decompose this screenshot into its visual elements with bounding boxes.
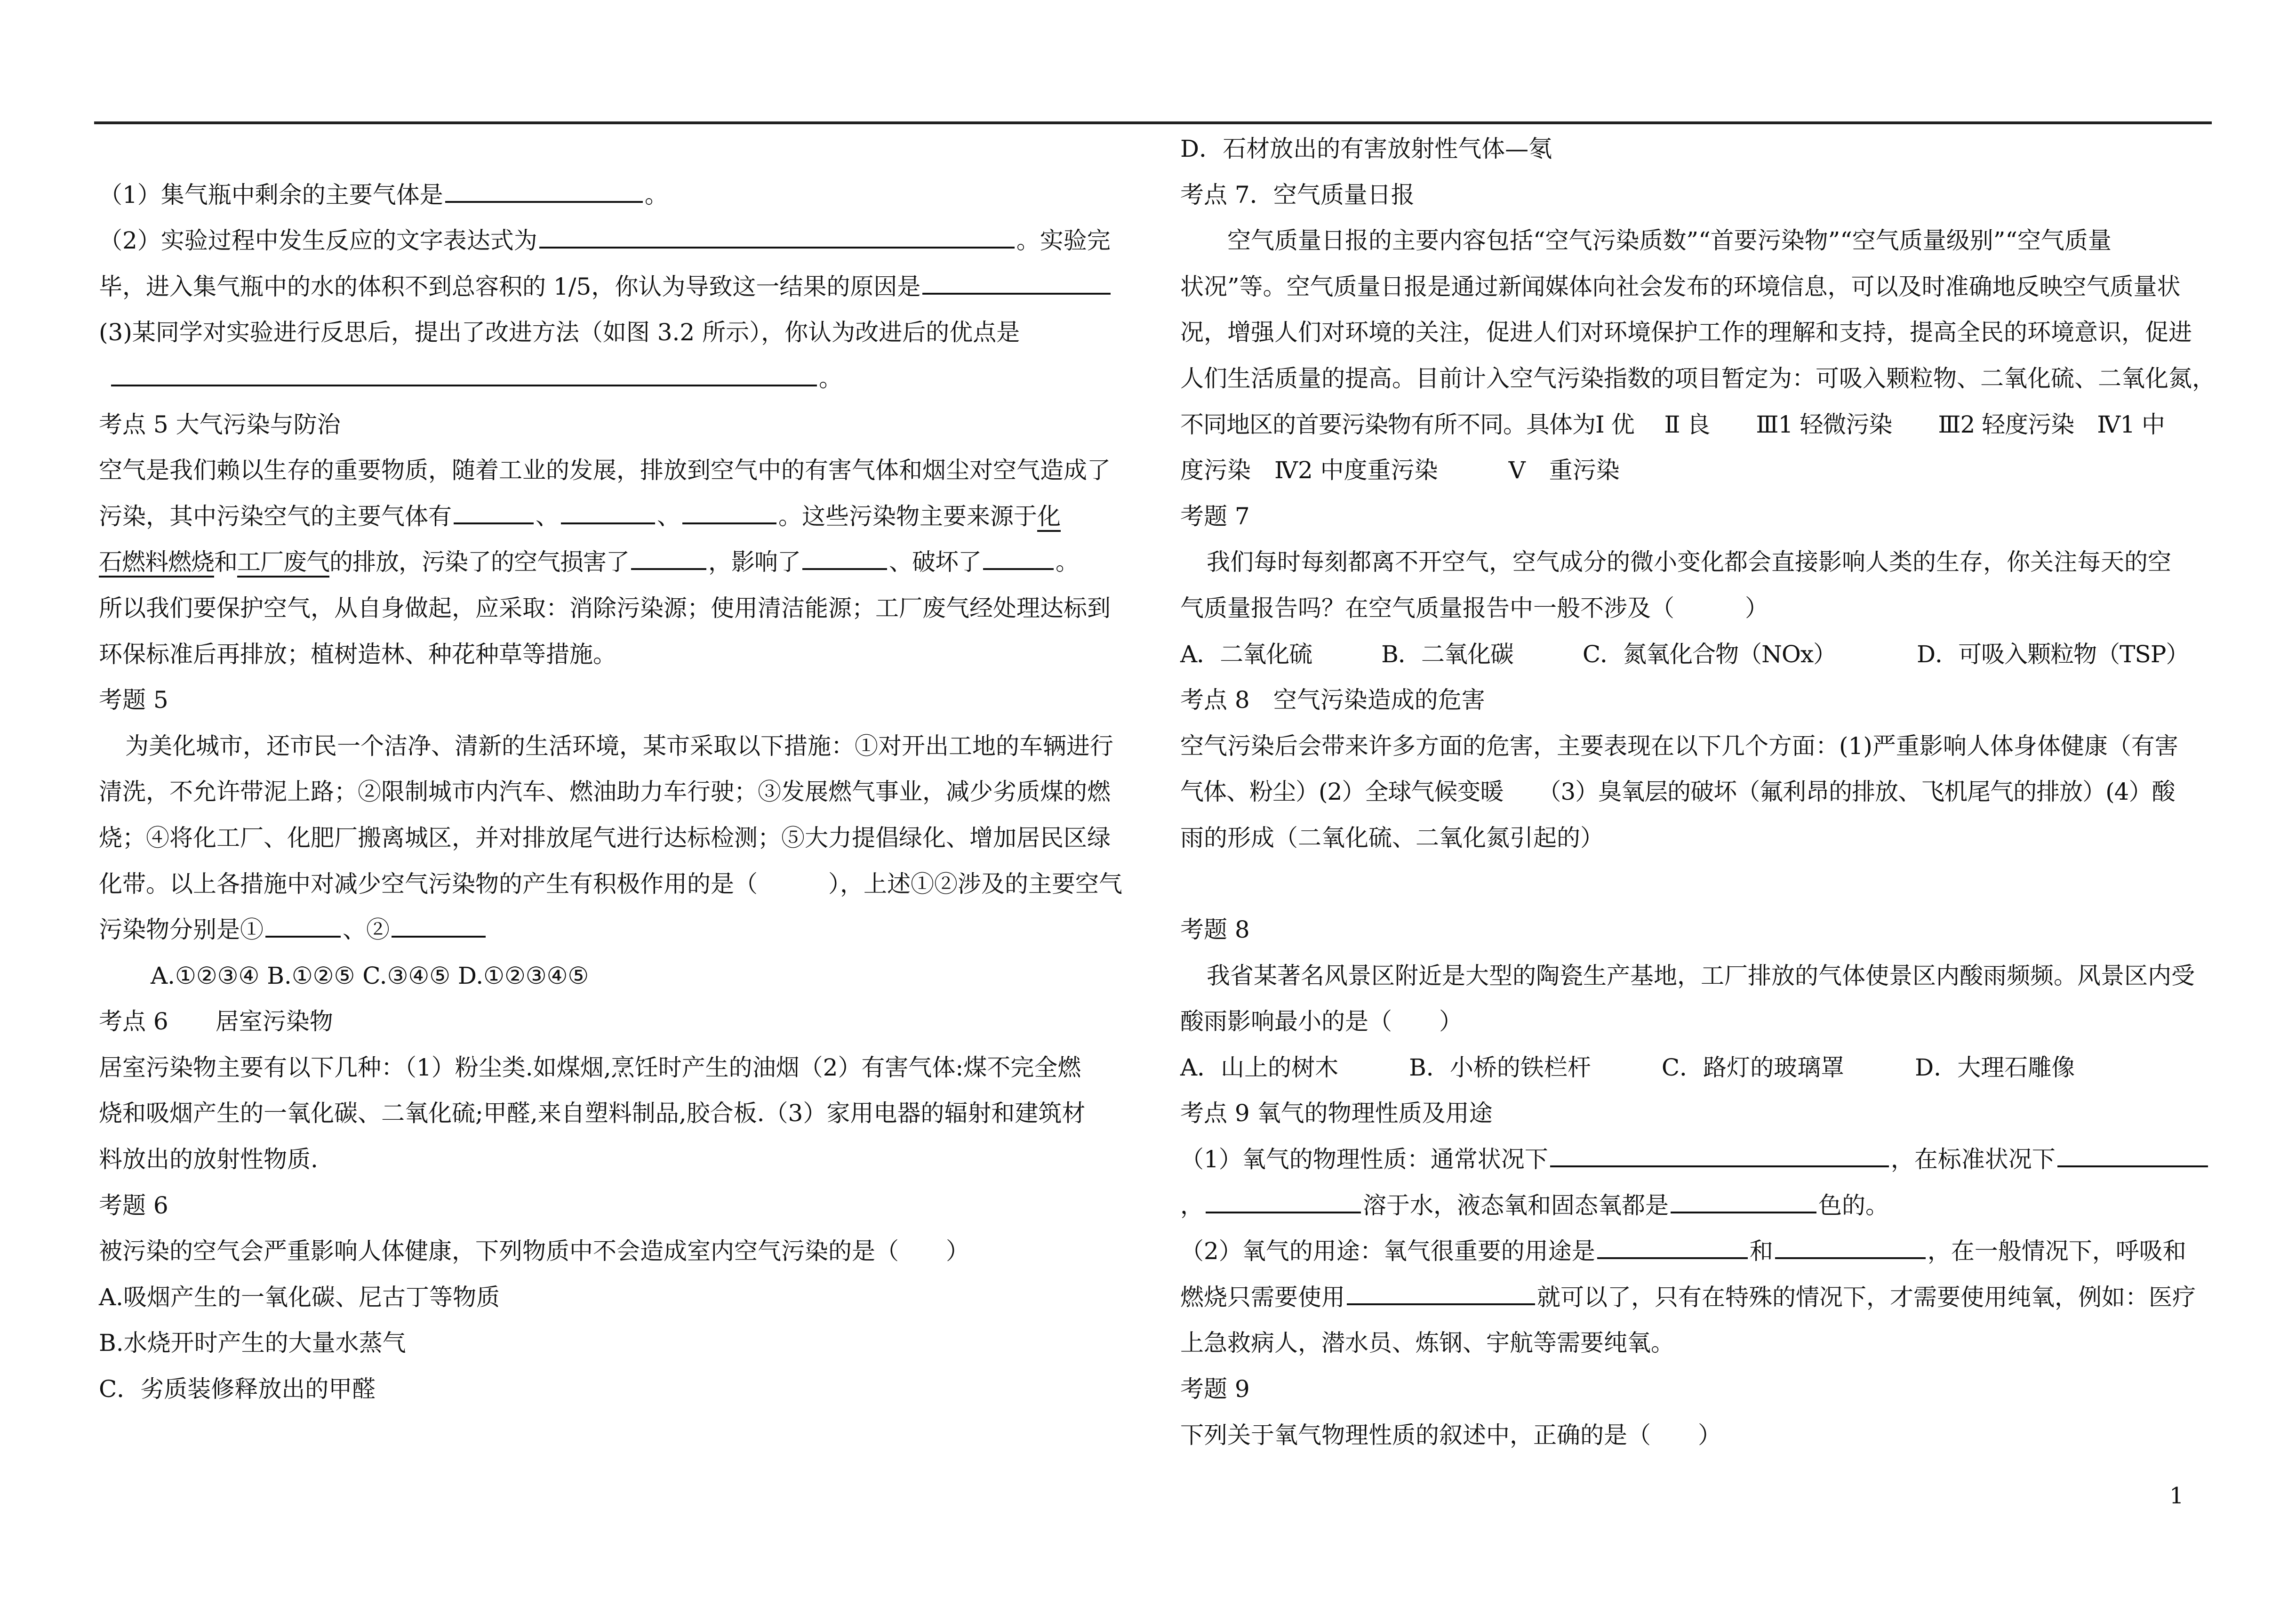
answer-option: C．劣质装修释放出的甲醛 bbox=[99, 1375, 376, 1403]
paragraph-line: 上急救病人，潜水员、炼钢、宇航等需要纯氧。 bbox=[1180, 1329, 1674, 1357]
paragraph-line: 不同地区的首要污染物有所不同。具体为Ⅰ 优 Ⅱ 良 Ⅲ1 轻微污染 Ⅲ2 轻度污染 Ⅳ1 中 bbox=[1180, 410, 2165, 438]
question-title-kt8: 考题 8 bbox=[1180, 916, 1250, 944]
paragraph-line: 下列关于氧气物理性质的叙述中，正确的是（ ） bbox=[1180, 1421, 1721, 1449]
paragraph-line: 人们生活质量的提高。目前计入空气污染指数的项目暂定为：可吸入颗粒物、二氧化硫、二氧化氮， bbox=[1180, 364, 2216, 392]
answer-option: D．石材放出的有害放射性气体—氡 bbox=[1180, 135, 1552, 162]
paragraph-line: 空气污染后会带来许多方面的危害，主要表现在以下几个方面：(1)严重影响人体身体健康（有害 bbox=[1180, 732, 2178, 760]
paragraph-line: 石燃料燃烧和工厂废气的排放，污染了的空气损害了 ，影响了 、破坏了 。 bbox=[99, 539, 1125, 586]
paragraph-line: 所以我们要保护空气，从自身做起，应采取：消除污染源；使用清洁能源；工厂废气经处理达标到 bbox=[99, 594, 1111, 622]
answer-blank[interactable] bbox=[1206, 1187, 1361, 1213]
answer-blank[interactable] bbox=[445, 177, 643, 203]
paragraph-line: 清洗，不允许带泥上路；②限制城市内汽车、燃油助力车行驶；③发展燃气事业，减少劣质煤的燃 bbox=[99, 778, 1111, 806]
paragraph-line: 污染，其中污染空气的主要气体有 、 、 。这些污染物主要来源于化 bbox=[99, 494, 1125, 540]
answer-option: B.水烧开时产生的大量水蒸气 bbox=[99, 1329, 406, 1357]
answer-blank[interactable] bbox=[922, 268, 1111, 295]
paragraph-line: 环保标准后再排放；植树造林、种花种草等措施。 bbox=[99, 640, 616, 668]
section-title-kd8: 考点 8 空气污染造成的危害 bbox=[1180, 686, 1485, 714]
paragraph-line: 烧；④将化工厂、化肥厂搬离城区，并对排放尾气进行达标检测；⑤大力提倡绿化、增加居民区绿 bbox=[99, 824, 1111, 851]
question-3-answer: 。 bbox=[99, 356, 1125, 402]
section-title-kd7: 考点 7．空气质量日报 bbox=[1180, 181, 1415, 209]
answer-options: A.①②③④ B.①②⑤ C.③④⑤ D.①②③④⑤ bbox=[151, 962, 589, 989]
left-column bbox=[99, 126, 1125, 1413]
question-2a: （2）实验过程中发生反应的文字表达式为 。实验完 bbox=[99, 218, 1125, 264]
page-number: 1 bbox=[2169, 1483, 2184, 1509]
paragraph-line: 居室污染物主要有以下几种：（1）粉尘类.如煤烟,烹饪时产生的油烟（2）有害气体:煤不完全燃 bbox=[99, 1053, 1081, 1081]
paragraph-line: 状况”等。空气质量日报是通过新闻媒体向社会发布的环境信息，可以及时准确地反映空气质量状 bbox=[1180, 273, 2181, 300]
answer-blank[interactable] bbox=[1671, 1187, 1816, 1213]
paragraph-line: 我省某著名风景区附近是大型的陶瓷生产基地，工厂排放的气体使景区内酸雨频频。风景区内受 bbox=[1207, 962, 2195, 989]
answer-blank[interactable] bbox=[1775, 1233, 1926, 1259]
answer-blank[interactable] bbox=[1347, 1279, 1535, 1305]
right-column bbox=[1180, 126, 2216, 1458]
paragraph-line: 化带。以上各措施中对减少空气污染物的产生有积极作用的是（ ），上述①②涉及的主要空气 bbox=[99, 870, 1122, 898]
spacer bbox=[99, 126, 1125, 172]
section-title-kd9: 考点 9 氧气的物理性质及用途 bbox=[1180, 1100, 1493, 1127]
answer-options: A．山上的树木 B．小桥的铁栏杆 C．路灯的玻璃罩 D．大理石雕像 bbox=[1180, 1053, 2075, 1081]
question-1: （1）集气瓶中剩余的主要气体是 。 bbox=[99, 172, 1125, 218]
paragraph-line: 烧和吸烟产生的一氧化碳、二氧化硫;甲醛,来自塑料制品,胶合板.（3）家用电器的辐射和建筑材 bbox=[99, 1100, 1086, 1127]
answer-blank[interactable] bbox=[265, 911, 341, 938]
paragraph-line: 为美化城市，还市民一个洁净、清新的生活环境，某市采取以下措施：①对开出工地的车辆进行 bbox=[125, 732, 1113, 760]
section-title-kd5: 考点 5 大气污染与防治 bbox=[99, 410, 341, 438]
answer-blank[interactable] bbox=[682, 498, 776, 524]
answer-blank[interactable] bbox=[983, 544, 1054, 570]
answer-blank[interactable] bbox=[1597, 1233, 1748, 1259]
answer-blank[interactable] bbox=[561, 498, 655, 524]
question-title-kt5: 考题 5 bbox=[99, 686, 168, 714]
paragraph-line: （1）氧气的物理性质：通常状况下 ，在标准状况下 bbox=[1180, 1137, 2206, 1183]
answer-blank[interactable] bbox=[392, 911, 486, 938]
answer-blank[interactable] bbox=[2057, 1141, 2208, 1167]
paragraph-line: 我们每时每刻都离不开空气，空气成分的微小变化都会直接影响人类的生存，你关注每天的空 bbox=[1207, 548, 2171, 576]
answer-blank[interactable] bbox=[111, 360, 817, 386]
spacer bbox=[1180, 861, 2206, 907]
section-title-kd6: 考点 6 居室污染物 bbox=[99, 1008, 333, 1036]
answer-blank[interactable] bbox=[1550, 1141, 1889, 1167]
paragraph-line: 空气是我们赖以生存的重要物质，随着工业的发展，排放到空气中的有害气体和烟尘对空气造成了 bbox=[99, 457, 1111, 484]
paragraph-line: 污染物分别是① 、② bbox=[99, 907, 1125, 953]
paragraph-line: 燃烧只需要使用 就可以了，只有在特殊的情况下，才需要使用纯氧，例如：医疗 bbox=[1180, 1275, 2206, 1321]
paragraph-line: 气质量报告吗？在空气质量报告中一般不涉及（ ） bbox=[1180, 594, 1768, 622]
paragraph-line: 酸雨影响最小的是（ ） bbox=[1180, 1008, 1463, 1036]
paragraph-line: 气体、粉尘）(2）全球气候变暖 （3）臭氧层的破坏（氟利昂的排放、飞机尾气的排放）(4）酸 bbox=[1180, 778, 2175, 806]
paragraph-line: 况，增强人们对环境的关注，促进人们对环境保护工作的理解和支持，提高全民的环境意识，促进 bbox=[1180, 319, 2192, 346]
question-title-kt9: 考题 9 bbox=[1180, 1375, 1250, 1403]
answer-blank[interactable] bbox=[539, 222, 1015, 249]
answer-option: A.吸烟产生的一氧化碳、尼古丁等物质 bbox=[99, 1283, 500, 1311]
paragraph-line: 空气质量日报的主要内容包括“空气污染质数”“首要污染物”“空气质量级别”“空气质量 bbox=[1227, 227, 2112, 255]
answer-blank[interactable] bbox=[454, 498, 534, 524]
paragraph-line: 雨的形成（二氧化硫、二氧化氮引起的） bbox=[1180, 824, 1604, 851]
paragraph-line: ， 溶于水，液态氧和固态氧都是 色的。 bbox=[1180, 1183, 2206, 1229]
question-3: (3)某同学对实验进行反思后，提出了改进方法（如图 3.2 所示），你认为改进后的优点是 bbox=[99, 319, 1020, 346]
paragraph-line: 料放出的放射性物质. bbox=[99, 1146, 318, 1173]
answer-blank[interactable] bbox=[631, 544, 706, 570]
answer-blank[interactable] bbox=[802, 544, 887, 570]
answer-options: A．二氧化硫 B．二氧化碳 C．氮氧化合物（NOx） D．可吸入颗粒物（TSP） bbox=[1180, 640, 2189, 668]
question-title-kt6: 考题 6 bbox=[99, 1191, 168, 1219]
question-title-kt7: 考题 7 bbox=[1180, 502, 1250, 530]
paragraph-line: （2）氧气的用途：氧气很重要的用途是 和 ，在一般情况下，呼吸和 bbox=[1180, 1229, 2206, 1275]
header-rule bbox=[94, 121, 2212, 124]
question-2b: 毕，进入集气瓶中的水的体积不到总容积的 1/5，你认为导致这一结果的原因是 bbox=[99, 264, 1125, 310]
paragraph-line: 度污染 Ⅳ2 中度重污染 Ⅴ 重污染 bbox=[1180, 457, 1620, 484]
paragraph-line: 被污染的空气会严重影响人体健康，下列物质中不会造成室内空气污染的是（ ） bbox=[99, 1237, 969, 1265]
